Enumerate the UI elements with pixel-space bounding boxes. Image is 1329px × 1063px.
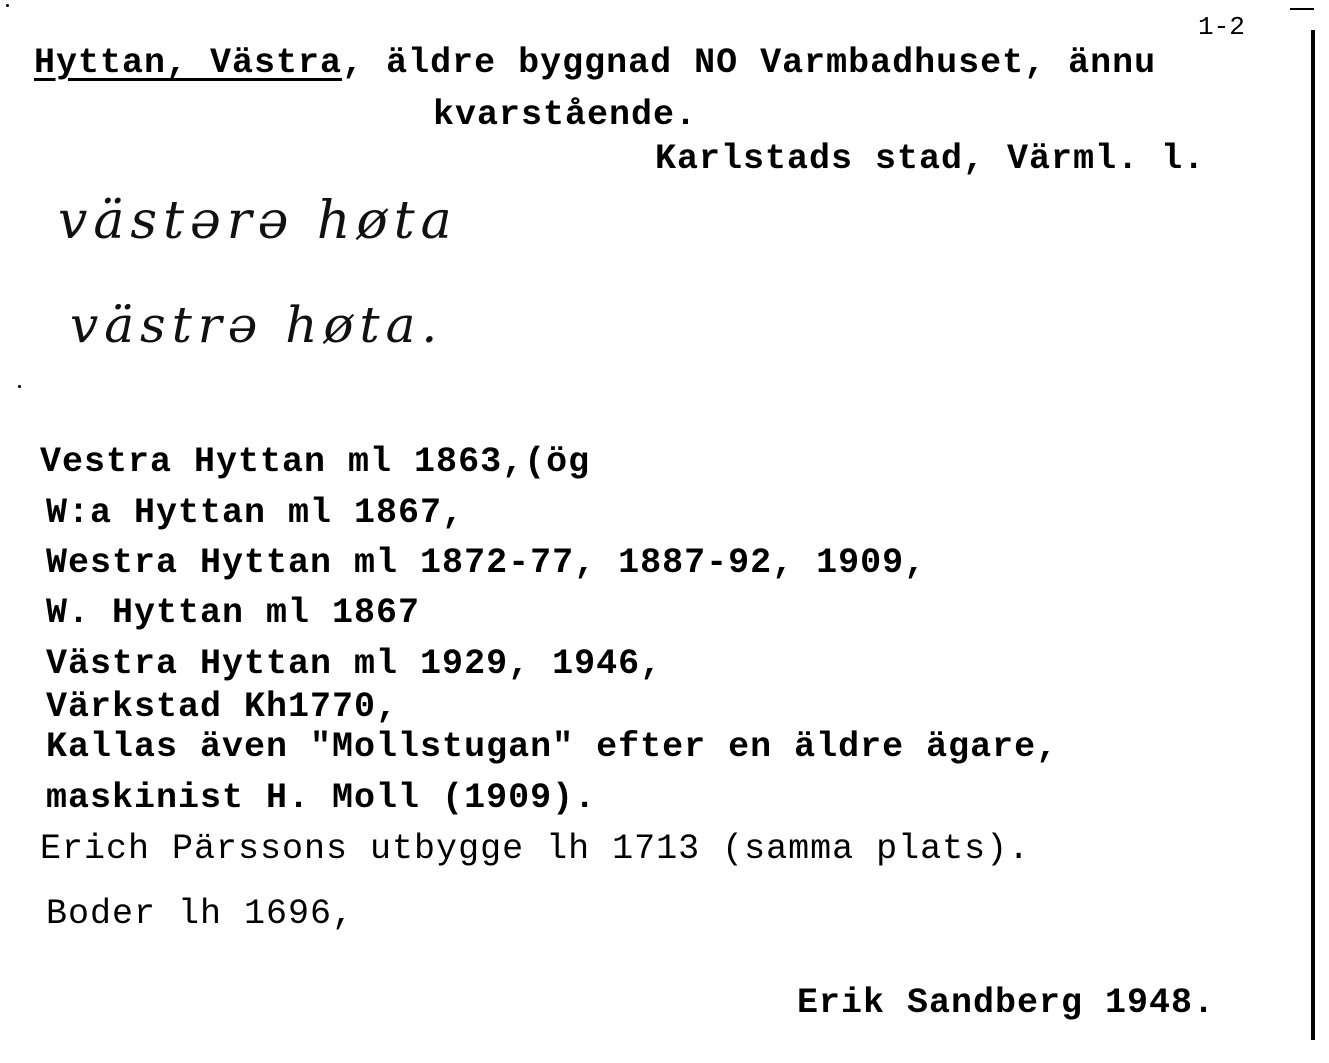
entry-line: Kallas även "Mollstugan" efter en äldre ägare,	[46, 727, 1059, 767]
card-edge-top	[1290, 8, 1314, 10]
heading-description: , äldre byggnad NO Varmbadhuset, ännu	[342, 43, 1157, 83]
entry-line: W:a Hyttan ml 1867,	[46, 493, 465, 533]
entry-line: Vestra Hyttan ml 1863,(ög	[40, 442, 591, 482]
entry-line: W. Hyttan ml 1867	[46, 593, 421, 633]
handwritten-pronunciation-1: västərə høta	[58, 191, 458, 251]
speck	[18, 385, 21, 388]
entry-line: maskinist H. Moll (1909).	[46, 778, 597, 818]
page-number: 1-2	[1198, 12, 1245, 42]
speck	[6, 4, 9, 7]
heading-line-1	[34, 43, 1157, 83]
entry-line: Västra Hyttan ml 1929, 1946,	[46, 644, 663, 684]
location: Karlstads stad, Värml. l.	[655, 139, 1206, 179]
card-edge-right	[1311, 30, 1315, 1040]
entry-line: Westra Hyttan ml 1872-77, 1887-92, 1909,	[46, 543, 927, 583]
entry-line: Erich Pärssons utbygge lh 1713 (samma plats).	[40, 829, 1031, 869]
handwritten-pronunciation-2: västrə høta.	[70, 296, 444, 354]
entry-line: Värkstad Kh1770,	[46, 687, 399, 727]
place-name: Hyttan, Västra	[34, 43, 343, 83]
entry-line: Boder lh 1696,	[46, 894, 355, 934]
heading-line-2: kvarstående.	[433, 95, 698, 135]
signature: Erik Sandberg 1948.	[797, 983, 1216, 1023]
